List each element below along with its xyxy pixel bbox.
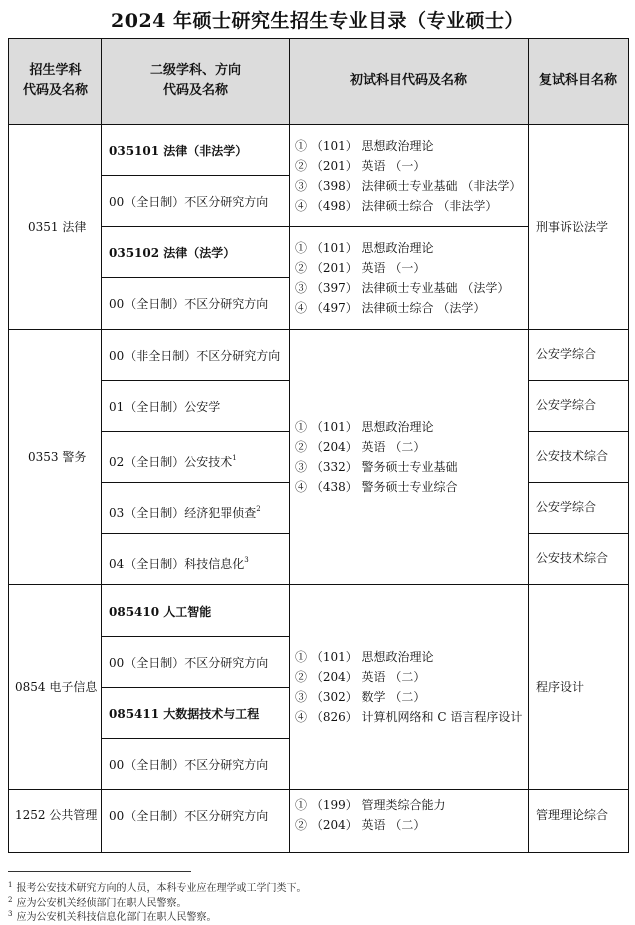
column-divider bbox=[101, 38, 102, 853]
row-divider bbox=[528, 533, 629, 534]
exam-item: ③ （397） 法律硕士专业基础 （法学） bbox=[295, 281, 510, 295]
row-divider bbox=[101, 482, 290, 483]
table-border bbox=[8, 852, 629, 853]
subject-row-label: 04（全日制）科技信息化 bbox=[109, 557, 245, 571]
exam-list bbox=[295, 136, 521, 216]
exam-item: ③ （302） 数学 （二） bbox=[295, 690, 426, 704]
footnote-text: 报考公安技术研究方向的人员，本科专业应在理学或工学门类下。 bbox=[16, 883, 307, 894]
column-divider bbox=[528, 38, 529, 853]
footnote-text: 应为公安机关科技信息化部门在职人民警察。 bbox=[16, 912, 217, 923]
retest-cell: 刑事诉讼法学 bbox=[536, 220, 609, 234]
row-divider bbox=[101, 431, 290, 432]
footnote-text: 应为公安机关经侦部门在职人民警察。 bbox=[16, 898, 187, 909]
footnote-marker: 3 bbox=[244, 556, 249, 564]
exam-item: ① （101） 思想政治理论 bbox=[295, 650, 434, 664]
footnote-separator bbox=[8, 871, 191, 872]
header-col1-line1: 招生学科 bbox=[29, 63, 82, 78]
discipline-cell: 0854 电子信息 bbox=[15, 680, 98, 694]
subject-row-label: 03（全日制）经济犯罪侦查 bbox=[109, 506, 257, 520]
discipline-cell: 0351 法律 bbox=[28, 220, 87, 234]
retest-cell: 程序设计 bbox=[536, 680, 585, 694]
table-border bbox=[8, 38, 629, 39]
header-col3: 初试科目代码及名称 bbox=[349, 73, 467, 88]
header-col1-line2: 代码及名称 bbox=[22, 83, 88, 98]
footnote-marker: 2 bbox=[256, 505, 261, 513]
exam-item: ④ （438） 警务硕士专业综合 bbox=[295, 480, 458, 494]
header-col4: 复试科目名称 bbox=[538, 73, 617, 88]
retest-cell: 公安技术综合 bbox=[536, 551, 609, 565]
table-border bbox=[8, 38, 9, 853]
subject-row bbox=[109, 502, 261, 521]
footnote-marker: 1 bbox=[232, 454, 237, 462]
exam-item: ④ （497） 法律硕士综合 （法学） bbox=[295, 301, 486, 315]
header-col2-line2: 代码及名称 bbox=[162, 83, 228, 98]
row-divider bbox=[101, 636, 290, 637]
discipline-cell: 1252 公共管理 bbox=[15, 808, 98, 822]
retest-cell: 公安技术综合 bbox=[536, 449, 609, 463]
exam-item: ① （199） 管理类综合能力 bbox=[295, 798, 446, 812]
row-divider bbox=[101, 533, 290, 534]
row-divider bbox=[101, 738, 290, 739]
row-divider bbox=[101, 226, 529, 227]
table-border bbox=[628, 38, 629, 853]
exam-list bbox=[295, 647, 522, 727]
row-divider bbox=[8, 789, 629, 790]
page-title: 2024 年硕士研究生招生专业目录（专业硕士） bbox=[111, 10, 524, 32]
subject-row: 085410 人工智能 bbox=[109, 605, 212, 619]
footnote-number: 2 bbox=[8, 896, 13, 904]
retest-cell: 管理理论综合 bbox=[536, 808, 609, 822]
header-col1 bbox=[9, 61, 102, 101]
exam-item: ② （201） 英语 （一） bbox=[295, 159, 426, 173]
exam-item: ④ （826） 计算机网络和 C 语言程序设计 bbox=[295, 710, 523, 724]
subject-row: 00（全日制）不区分研究方向 bbox=[109, 297, 269, 311]
exam-list bbox=[295, 238, 509, 318]
header-col2 bbox=[102, 61, 289, 101]
row-divider bbox=[528, 482, 629, 483]
subject-row bbox=[109, 451, 237, 470]
subject-row-label: 02（全日制）公安技术 bbox=[109, 455, 233, 469]
footnote-number: 1 bbox=[8, 881, 13, 889]
exam-item: ③ （398） 法律硕士专业基础 （非法学） bbox=[295, 179, 522, 193]
row-divider bbox=[101, 175, 290, 176]
footnote-number: 3 bbox=[8, 910, 13, 918]
subject-row: 035101 法律（非法学） bbox=[109, 144, 248, 158]
exam-item: ② （201） 英语 （一） bbox=[295, 261, 426, 275]
exam-item: ① （101） 思想政治理论 bbox=[295, 241, 434, 255]
exam-list bbox=[295, 417, 458, 497]
exam-item: ② （204） 英语 （二） bbox=[295, 440, 426, 454]
subject-row: 01（全日制）公安学 bbox=[109, 400, 221, 414]
subject-row: 00（非全日制）不区分研究方向 bbox=[109, 349, 281, 363]
row-divider bbox=[8, 124, 629, 125]
exam-item: ③ （332） 警务硕士专业基础 bbox=[295, 460, 458, 474]
exam-item: ② （204） 英语 （二） bbox=[295, 818, 426, 832]
row-divider bbox=[101, 380, 290, 381]
footnote bbox=[8, 907, 216, 925]
subject-row: 035102 法律（法学） bbox=[109, 246, 236, 260]
discipline-cell: 0353 警务 bbox=[28, 450, 87, 464]
subject-row: 085411 大数据技术与工程 bbox=[109, 707, 260, 721]
subject-row: 00（全日制）不区分研究方向 bbox=[109, 758, 269, 772]
retest-cell: 公安学综合 bbox=[536, 347, 597, 361]
exam-item: ④ （498） 法律硕士综合 （非法学） bbox=[295, 199, 498, 213]
column-divider bbox=[289, 38, 290, 853]
row-divider bbox=[101, 687, 290, 688]
header-col2-line1: 二级学科、方向 bbox=[149, 63, 241, 78]
row-divider bbox=[8, 329, 629, 330]
row-divider bbox=[101, 277, 290, 278]
subject-row bbox=[109, 553, 249, 572]
retest-cell: 公安学综合 bbox=[536, 398, 597, 412]
row-divider bbox=[8, 584, 629, 585]
exam-item: ① （101） 思想政治理论 bbox=[295, 139, 434, 153]
subject-row: 00（全日制）不区分研究方向 bbox=[109, 195, 269, 209]
subject-row: 00（全日制）不区分研究方向 bbox=[109, 809, 269, 823]
retest-cell: 公安学综合 bbox=[536, 500, 597, 514]
exam-list bbox=[295, 795, 446, 835]
row-divider bbox=[528, 431, 629, 432]
row-divider bbox=[528, 380, 629, 381]
exam-item: ① （101） 思想政治理论 bbox=[295, 420, 434, 434]
subject-row: 00（全日制）不区分研究方向 bbox=[109, 656, 269, 670]
exam-item: ② （204） 英语 （二） bbox=[295, 670, 426, 684]
